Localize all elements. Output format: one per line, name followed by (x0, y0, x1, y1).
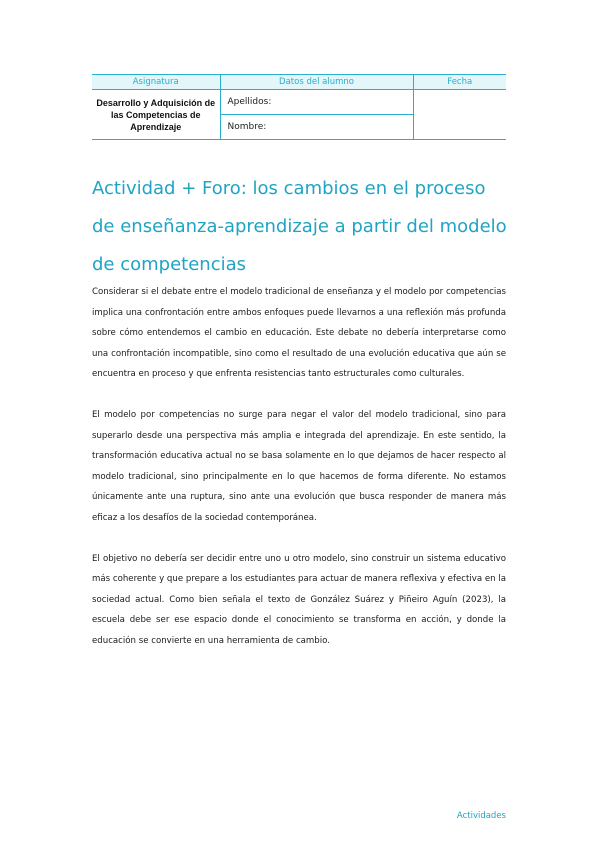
page-title: Actividad + Foro: los cambios en el proceso de enseñanza-aprendizaje a partir del modelo de competencias (92, 178, 507, 275)
body-text (92, 282, 506, 672)
date-cell (413, 90, 506, 140)
col-student-header: Datos del alumno (220, 75, 413, 90)
name-label: Nombre: (220, 115, 413, 140)
col-subject-header: Asignatura (92, 75, 220, 90)
paragraph: El objetivo no debería ser decidir entre uno u otro modelo, sino construir un sistema educativo más coherente y que prepare a los estudiantes para actuar de manera reflexiva y efectiva en la sociedad actual. Como bien señala el texto de González Suárez y Piñeiro Aguín (2023), la escuela debe ser ese espacio donde el conocimiento se transforma en acción, y donde la educación se convierte en una herramienta de cambio. (92, 553, 506, 646)
subject-name: Desarrollo y Adquisición de las Competencias de Aprendizaje (92, 90, 220, 140)
paragraph: El modelo por competencias no surge para negar el valor del modelo tradicional, sino para superarlo desde una perspectiva más amplia e integrada del aprendizaje. En este sentido, la transformación educativa actual no se basa solamente en lo que dejamos de hacer respecto al modelo tradicional, sino principalmente en lo que hacemos de forma diferente. No estamos únicamente ante una ruptura, sino ante una evolución que busca responder de manera más eficaz a los desafíos de la sociedad contemporánea. (92, 410, 506, 523)
footer-label: Actividades (456, 811, 506, 821)
surname-label: Apellidos: (220, 90, 413, 115)
paragraph: Considerar si el debate entre el modelo tradicional de enseñanza y el modelo por competencias implica una confrontación entre ambos enfoques puede llevarnos a una reflexión más profunda sobre cómo entendemos el cambio en educación. Este debate no debería interpretarse como una confrontación incompatible, sino como el resultado de una evolución educativa que aún se encuentra en proceso y que enfrenta resistencias tanto estructurales como culturales. (92, 287, 506, 379)
header-table (92, 74, 506, 140)
col-date-header: Fecha (413, 75, 506, 90)
